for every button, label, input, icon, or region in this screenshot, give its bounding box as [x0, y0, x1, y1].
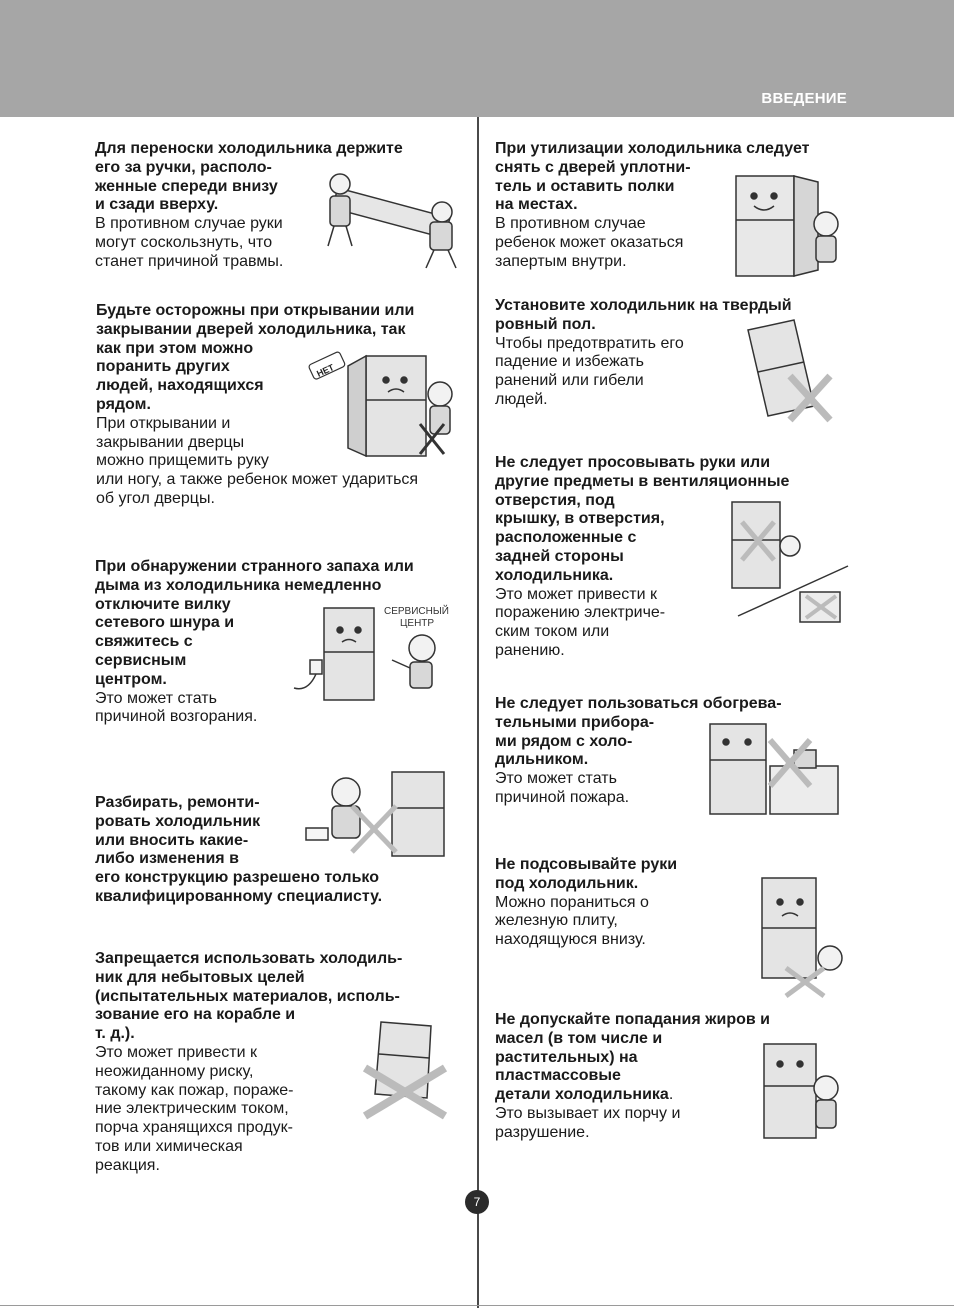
service-center-label-1: СЕРВИСНЫЙ — [384, 606, 449, 617]
warning-body: Это вызывает их порчу и разрушение. — [495, 1104, 681, 1141]
warning-title-suffix: . — [668, 1086, 674, 1104]
section-title: ВВЕДЕНИЕ — [761, 90, 847, 107]
warning-title: Для переноски холодильника держите его за ручки, располо- женные спереди внизу и сзади вверху. — [95, 140, 403, 214]
hands-under-illustration — [728, 872, 852, 1000]
vents-illustration — [708, 496, 850, 636]
warning-title: Запрещается использовать холодиль- ник для небытовых целей (испытательных материалов, исполь- зование его на корабле и т. д.). — [95, 950, 403, 1043]
warning-title: Не подсовывайте руки под холодильник. — [495, 856, 678, 892]
service-center-label-2: ЦЕНТР — [400, 618, 435, 629]
warning-title: При утилизации холодильника следует снять с дверей уплотни- тель и оставить полки на местах. — [495, 140, 810, 214]
repair-forbidden-icon — [300, 766, 462, 860]
oil-illustration — [730, 1030, 850, 1144]
carrying-fridge-icon — [308, 166, 468, 274]
warning-body: Можно пораниться о железную плиту, находящуюся внизу. — [495, 893, 649, 949]
warning-title: Будьте осторожны при открывании или закрывании дверей холодильника, так как при этом можно поранить других людей, находящихся рядом. — [96, 302, 415, 413]
page-header — [0, 0, 954, 117]
warning-body: Это может стать причиной пожара. — [495, 770, 630, 806]
heater-forbidden-icon — [682, 714, 844, 818]
page-number: 7 — [465, 1190, 489, 1214]
warning-body: В противном случае руки могут соскользнуть, что станет причиной травмы. — [95, 215, 284, 270]
warning-body: Это может привести к неожиданному риску, такому как пожар, пораже- ние электрическим током, порча хранящихся продук- тов или химическая реакция. — [95, 1043, 294, 1174]
warning-title: Не допускайте попадания жиров и масел (в том числе и растительных) на пластмассовые детали холодильника — [495, 1011, 770, 1104]
warning-title: Не следует пользоваться обогрева- тельными прибора- ми рядом с холо- дильником. — [495, 695, 782, 769]
carrying-fridge-illustration — [308, 166, 468, 274]
fridge-door-icon — [304, 342, 464, 467]
fridge-forbidden-icon — [335, 1012, 463, 1124]
repair-forbidden-illustration — [300, 766, 462, 860]
door-danger-illustration — [304, 342, 464, 467]
warning-body: Чтобы предотвратить его падение и избежать ранений или гибели людей. — [495, 334, 684, 408]
service-center-icon — [288, 602, 458, 702]
warning-body: Это может привести к поражению электриче- ским током или ранению. — [495, 585, 666, 659]
hands-under-icon — [728, 872, 852, 1000]
unlevel-floor-illustration — [718, 316, 842, 426]
warning-title: Не следует просовывать руки или другие предметы в вентиляционные отверстия, под крышку, в отверстия, расположенные с задней стороны холодильника. — [495, 454, 790, 584]
warning-body: Это может стать причиной возгорания. — [95, 689, 258, 726]
column-divider — [477, 117, 479, 1308]
warning-body: В противном случае ребенок может оказаться запертым внутри. — [495, 215, 684, 270]
tilted-fridge-icon — [718, 316, 842, 426]
ventilation-icon — [708, 496, 850, 636]
oil-forbidden-icon — [730, 1030, 850, 1144]
warning-body: При открывании и закрывании дверцы можно прищемить руку или ногу, а также ребенок может удариться об угол дверцы. — [96, 414, 419, 507]
no-badge-label: НЕТ — [315, 362, 336, 379]
footer-rule — [0, 1305, 954, 1306]
open-fridge-icon — [728, 170, 852, 280]
service-center-illustration — [288, 602, 458, 702]
warning-title: Установите холодильник на твердый ровный пол. — [495, 297, 792, 333]
heater-illustration — [682, 714, 844, 818]
non-household-illustration — [335, 1012, 463, 1124]
disposal-illustration — [728, 170, 852, 280]
warning-title: При обнаружении странного запаха или дыма из холодильника немедленно отключите вилку сетевого шнура и свяжитесь с сервисным центром. — [95, 558, 414, 688]
warning-title: Разбирать, ремонти- ровать холодильник или вносить какие- либо изменения в его конструкцию разрешено только квалифицированному специалисту. — [95, 794, 383, 905]
